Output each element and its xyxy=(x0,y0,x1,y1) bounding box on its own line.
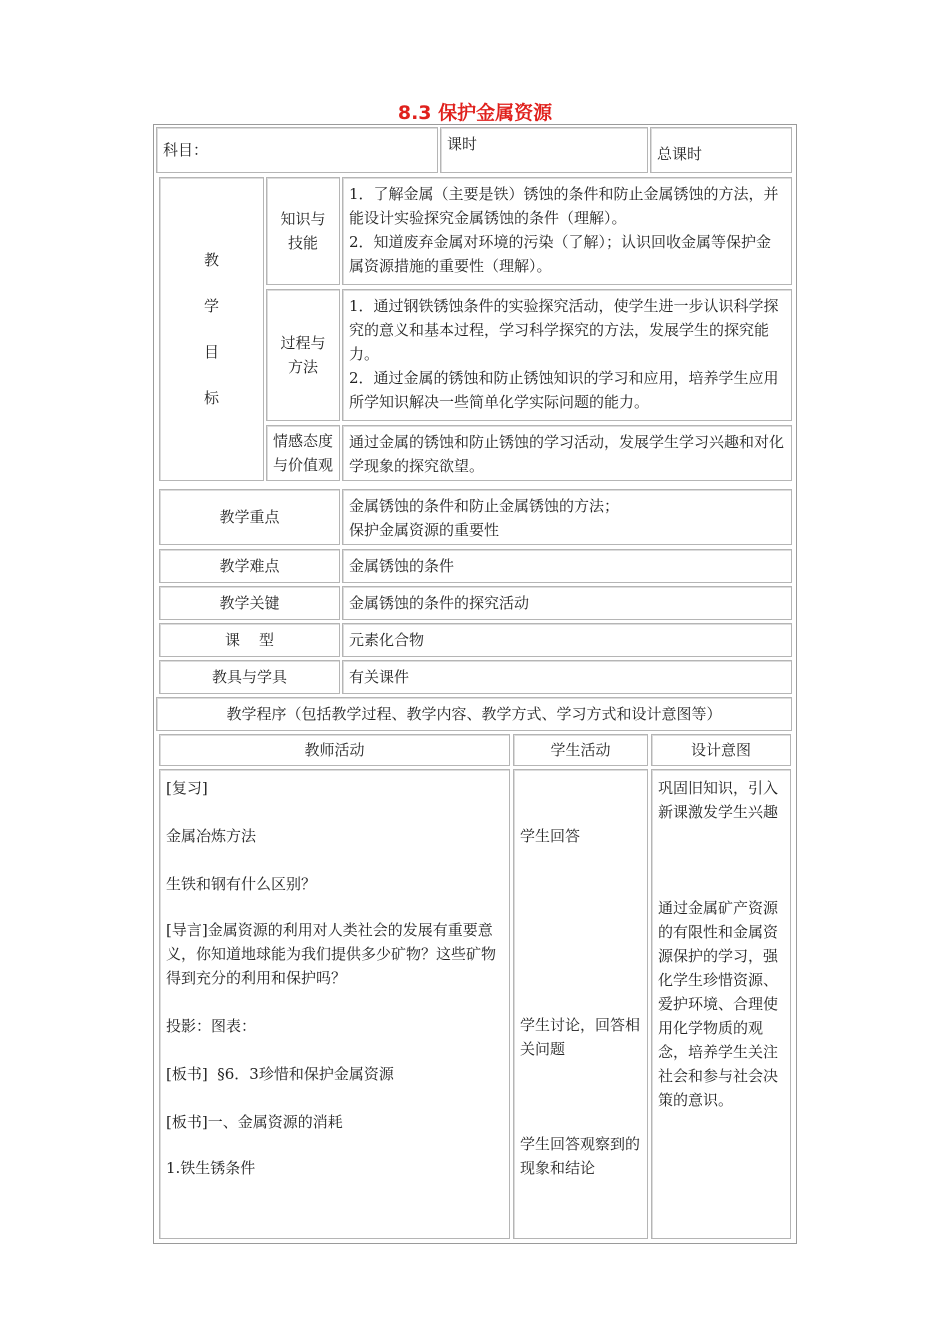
student-activity-item: 学生回答 xyxy=(520,827,581,845)
objectives-char: 目 xyxy=(203,343,219,361)
period-label: 课时 xyxy=(447,135,478,153)
total-period-label: 总课时 xyxy=(657,145,703,163)
column-header-student: 学生活动 xyxy=(513,734,648,766)
key-point-label: 教学重点 xyxy=(159,489,340,545)
column-header-design: 设计意图 xyxy=(651,734,791,766)
objectives-char: 教 xyxy=(203,251,219,269)
objective-content-process: 1．通过钢铁锈蚀条件的实验探究活动，使学生进一步认识科学探究的意义和基本过程，学习科学探究的方法，发展学生的探究能力。 2．通过金属的锈蚀和防止锈蚀知识的学习和应用，培养学生应用所学知识解决一些简单化学实际问题的能力。 xyxy=(342,289,792,421)
subject-label: 科目： xyxy=(163,141,209,159)
key-point-value: 金属锈蚀的条件和防止金属锈蚀的方法； 保护金属资源的重要性 xyxy=(342,489,792,545)
objectives-char: 学 xyxy=(203,297,219,315)
student-activity-item: 学生回答观察到的现象和结论 xyxy=(520,1135,641,1177)
objectives-label-cell xyxy=(159,177,264,481)
teacher-activity-item: 生铁和钢有什么区别？ xyxy=(166,875,317,893)
column-header-teacher: 教师活动 xyxy=(159,734,510,766)
lesson-type-label: 课 型 xyxy=(159,623,340,657)
teacher-activity-item: [复习] xyxy=(166,779,208,797)
period-cell xyxy=(440,127,648,173)
objective-category-knowledge: 知识与 技能 xyxy=(266,177,340,285)
key-factor-value: 金属锈蚀的条件的探究活动 xyxy=(342,586,792,620)
teaching-aids-value: 有关课件 xyxy=(342,660,792,694)
teacher-activity-item: 金属冶炼方法 xyxy=(166,827,257,845)
key-factor-label: 教学关键 xyxy=(159,586,340,620)
procedure-header: 教学程序（包括教学过程、教学内容、教学方式、学习方式和设计意图等） xyxy=(156,697,792,731)
teacher-activity-item: [板书] §6．3珍惜和保护金属资源 xyxy=(166,1065,394,1083)
difficulty-label: 教学难点 xyxy=(159,549,340,583)
objective-content-knowledge: 1．了解金属（主要是铁）锈蚀的条件和防止金属锈蚀的方法，并能设计实验探究金属锈蚀的条件（理解）。 2．知道废弃金属对环境的污染（了解）；认识回收金属等保护金属资源措施的重要性（理解）。 xyxy=(342,177,792,285)
teaching-aids-label: 教具与学具 xyxy=(159,660,340,694)
difficulty-value: 金属锈蚀的条件 xyxy=(342,549,792,583)
page-title: 8.3 保护金属资源 xyxy=(397,102,553,124)
design-intent-cell xyxy=(651,769,791,1239)
student-activity-cell xyxy=(513,769,648,1239)
design-intent-item: 通过金属矿产资源的有限性和金属资源保护的学习，强化学生珍惜资源、爱护环境、合理使用化学物质的观念，培养学生关注社会和参与社会决策的意识。 xyxy=(658,899,779,1109)
objective-category-process: 过程与 方法 xyxy=(266,289,340,421)
teacher-activity-item: 1.铁生锈条件 xyxy=(166,1159,256,1177)
teacher-activity-item: [板书]一、金属资源的消耗 xyxy=(166,1113,343,1131)
objective-content-attitude: 通过金属的锈蚀和防止锈蚀的学习活动，发展学生学习兴趣和对化学现象的探究欲望。 xyxy=(342,425,792,481)
objectives-char: 标 xyxy=(203,389,219,407)
subject-cell xyxy=(156,127,438,173)
teacher-activity-item: 投影：图表： xyxy=(166,1017,257,1035)
teacher-activity-cell xyxy=(159,769,510,1239)
teacher-activity-item: [导言]金属资源的利用对人类社会的发展有重要意义，你知道地球能为我们提供多少矿物？这些矿物得到充分的利用和保护吗？ xyxy=(166,921,497,987)
student-activity-item: 学生讨论，回答相关问题 xyxy=(520,1016,641,1058)
objective-category-attitude: 情感态度 与价值观 xyxy=(266,425,340,481)
total-period-cell xyxy=(650,127,792,173)
lesson-type-value: 元素化合物 xyxy=(342,623,792,657)
design-intent-item: 巩固旧知识，引入新课激发学生兴趣 xyxy=(658,779,779,821)
